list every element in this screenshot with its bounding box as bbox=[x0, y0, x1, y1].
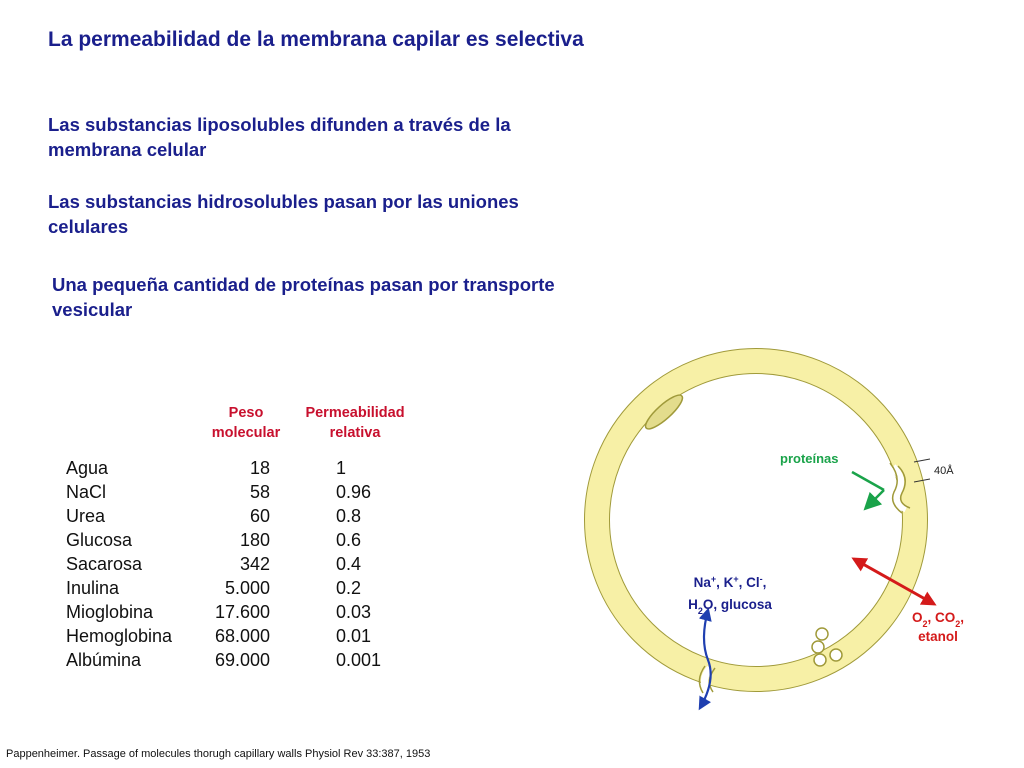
cell-name: NaCl bbox=[66, 482, 107, 502]
label-ions-line1: Na+, K+, Cl-, bbox=[693, 574, 767, 590]
cell-peso: 342 bbox=[239, 554, 270, 574]
cell-perm: 0.2 bbox=[336, 578, 362, 598]
vesicle bbox=[814, 654, 826, 666]
capillary-membrane bbox=[597, 361, 915, 679]
header-perm-line2: relativa bbox=[329, 425, 381, 441]
paragraph-liposolubles: Las substancias liposolubles difunden a través de la membrana celular bbox=[48, 114, 511, 160]
header-perm-line1: Permeabilidad bbox=[305, 405, 405, 421]
paragraph-hidrosolubles: Las substancias hidrosolubles pasan por las uniones celulares bbox=[48, 191, 519, 237]
cell-perm: 1 bbox=[336, 458, 347, 478]
arrow-proteinas-tail bbox=[852, 472, 884, 490]
label-proteinas: proteínas bbox=[780, 451, 839, 466]
label-ions-line2: $H_2O$, glucosa bbox=[688, 597, 772, 616]
header-peso-line2: molecular bbox=[211, 425, 281, 441]
cell-name: Hemoglobina bbox=[66, 626, 173, 646]
cell-name: Urea bbox=[66, 506, 106, 526]
cell-peso: 5.000 bbox=[224, 578, 270, 598]
cell-perm: 0.03 bbox=[336, 602, 372, 622]
cell-peso: 69.000 bbox=[214, 650, 270, 670]
cell-perm: 0.4 bbox=[336, 554, 362, 574]
cell-perm: 0.01 bbox=[336, 626, 372, 646]
cell-perm: 0.6 bbox=[336, 530, 362, 550]
header-peso-line1: Peso bbox=[228, 405, 264, 421]
cell-peso: 58 bbox=[249, 482, 270, 502]
cell-name: Mioglobina bbox=[66, 602, 154, 622]
vesicle bbox=[816, 628, 828, 640]
cell-name: Albúmina bbox=[66, 650, 142, 670]
cell-name: Agua bbox=[66, 458, 109, 478]
cell-perm: 0.001 bbox=[336, 650, 382, 670]
cell-peso: 18 bbox=[249, 458, 270, 478]
label-gases-line1: $O_2$, $CO_2$, bbox=[911, 610, 965, 629]
page-title: La permeabilidad de la membrana capilar es selectiva bbox=[48, 28, 584, 51]
vesicle bbox=[830, 649, 842, 661]
vesicle bbox=[812, 641, 824, 653]
arrow-proteinas bbox=[866, 490, 884, 508]
cell-peso: 17.600 bbox=[214, 602, 270, 622]
label-40A: 40Å bbox=[934, 465, 954, 477]
cell-peso: 68.000 bbox=[214, 626, 270, 646]
cell-name: Inulina bbox=[66, 578, 120, 598]
cell-name: Sacarosa bbox=[66, 554, 143, 574]
cell-peso: 60 bbox=[249, 506, 270, 526]
cell-name: Glucosa bbox=[66, 530, 133, 550]
label-gases-line2: etanol bbox=[918, 629, 958, 644]
paragraph-proteinas: Una pequeña cantidad de proteínas pasan por transporte vesicular bbox=[52, 274, 555, 320]
cell-perm: 0.8 bbox=[336, 506, 362, 526]
cell-perm: 0.96 bbox=[336, 482, 372, 502]
cell-peso: 180 bbox=[239, 530, 270, 550]
citation: Pappenheimer. Passage of molecules thorugh capillary walls Physiol Rev 33:387, 1953 bbox=[6, 748, 431, 760]
